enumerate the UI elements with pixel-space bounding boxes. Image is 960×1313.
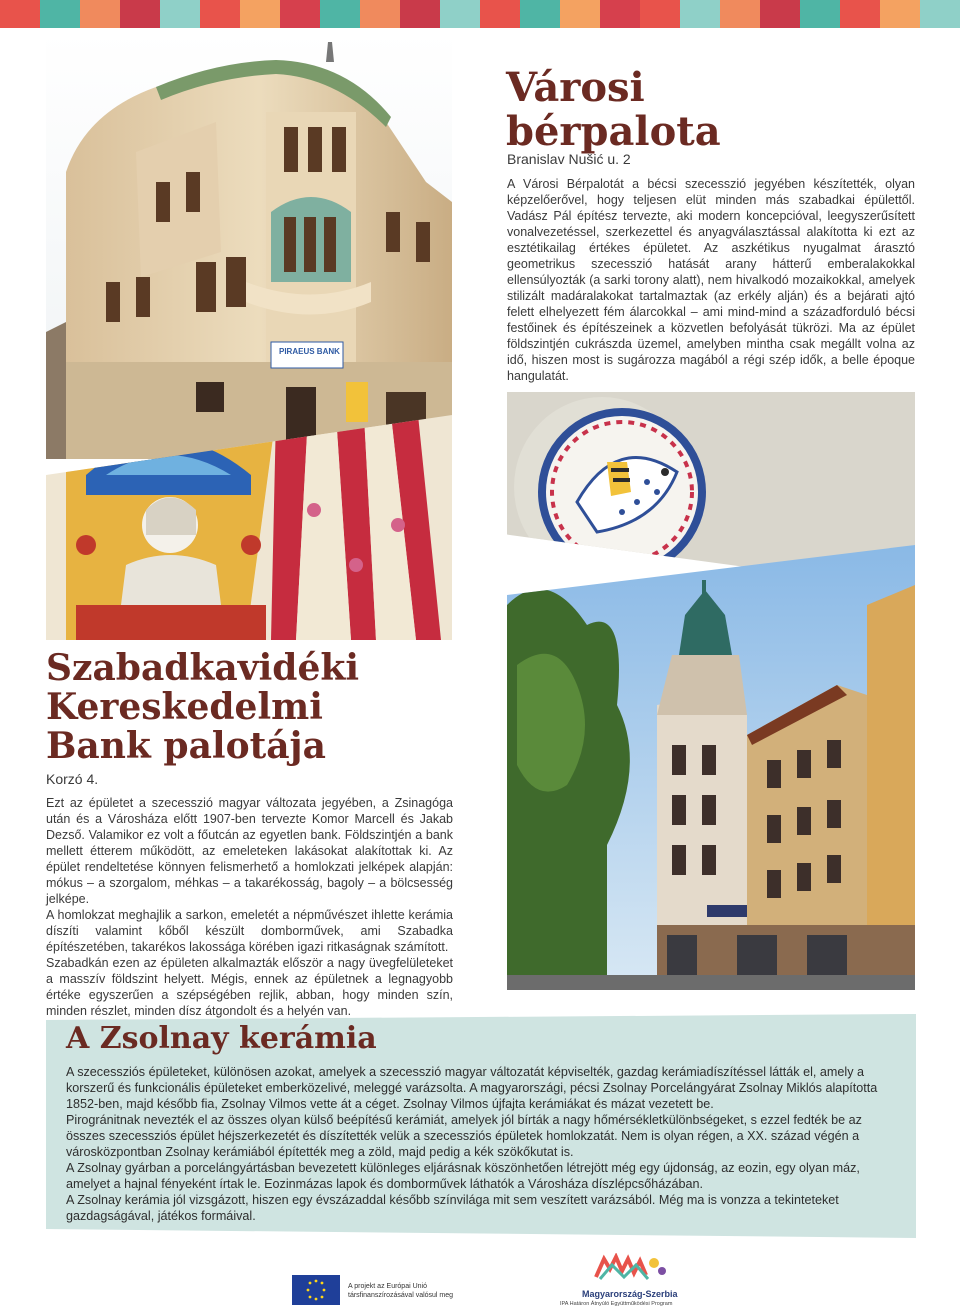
stripe-segment <box>400 0 440 28</box>
stripe-segment <box>440 0 480 28</box>
eu-flag-logo <box>292 1275 340 1305</box>
program-logo <box>590 1253 670 1281</box>
section-title-bank-palotaja <box>46 649 359 766</box>
program-subtitle: IPA Határon Átnyúló Együttműködési Program <box>560 1301 673 1307</box>
eu-line: A projekt az Európai Unió <box>348 1283 427 1290</box>
stripe-segment <box>280 0 320 28</box>
eu-cofinance-text <box>348 1282 453 1300</box>
stripe-segment <box>200 0 240 28</box>
stripe-segment <box>880 0 920 28</box>
bank-sign: PIRAEUS BANK <box>279 347 340 356</box>
stripe-segment <box>0 0 40 28</box>
stripe-segment <box>80 0 120 28</box>
decorative-stripe-bar <box>0 0 960 28</box>
stripe-segment <box>800 0 840 28</box>
stripe-segment <box>720 0 760 28</box>
paragraph: A Zsolnay kerámia jól vizsgázott, hiszen egy évszázaddal később színvilága mit sem veszített varázsából. Még ma is vonzza a tekinteteket gazdagságával, játékos formáival. <box>66 1193 839 1223</box>
title-line: Szabadkavidéki <box>46 647 359 689</box>
footer <box>0 1262 960 1313</box>
title-line: Kereskedelmi <box>46 686 323 728</box>
paragraph: Szabadkán ezen az épületen alkalmazták először a nagy üvegfelületeket a masszív földszint helyett. Mégis, ennek az épületnek a legnagyobb értéke egyszerűen a szépségében rejlik, abban, hogy minden szín, minden részlet, minden dísz átgondolt és a helyén van. <box>46 956 453 1018</box>
stripe-segment <box>40 0 80 28</box>
address-varosi-berpalota: Branislav Nušić u. 2 <box>507 151 631 167</box>
stripe-segment <box>520 0 560 28</box>
body-varosi-berpalota: A Városi Bérpalotát a bécsi szecesszió jegyében készítették, olyan képzelőerővel, hogy teljesen elüt minden más szabadkai épülettől. Vadász Pál építész tervezte, aki modern koncepcióval, leegyszerűsített vonalvezetéssel, szerkezettel és anyagválasztással alakította ki ezt az esztétikailag értékes épületet. Az aszkétikus nyugalmat árasztó geometrikus szecesszió hatását arany hátterű emberalakokkal ellensúlyozták (a sarki torony alatt), nem hivalkodó mozaikokkal, amelyek stilizált madáralakokat tartalmaztak (az erkély alján) és a bejárati ajtó felett elhelyezett fém álarcokkal – ami mind-mind a századforduló bécsi festőinek és építészeinek a közvetlen befolyását tükrözi. Ma az épület földszintjén cukrászda üzemel, amelyben mintha csak megállt volna az idő, hiszen most is sugározza magából a régi szép idők, a belle époque hangulatát. <box>507 177 915 383</box>
body-zsolnay <box>66 1064 896 1224</box>
program-name: Magyarország-Szerbia <box>582 1289 678 1299</box>
stripe-segment <box>320 0 360 28</box>
stripe-segment <box>160 0 200 28</box>
stripe-segment <box>560 0 600 28</box>
stripe-segment <box>680 0 720 28</box>
stripe-segment <box>600 0 640 28</box>
stripe-segment <box>120 0 160 28</box>
title-line: Bank palotája <box>46 725 326 767</box>
stripe-segment <box>240 0 280 28</box>
stripe-segment <box>920 0 960 28</box>
eu-line: társfinanszírozásával valósul meg <box>348 1292 454 1299</box>
paragraph: A Zsolnay gyárban a porcelángyártásban bevezetett különleges eljárásnak köszönhetően létrejött még egy újdonság, az eozin, egy olyan máz, amelyet a hajnal fényeként írtak le. Eozinmázas lapok és domborművek láthatók a Városháza díszlépcsőházában. <box>66 1161 860 1191</box>
stripe-segment <box>640 0 680 28</box>
stripe-segment <box>760 0 800 28</box>
stripe-segment <box>480 0 520 28</box>
paragraph: A homlokzat meghajlik a sarkon, emeletét a népművészet ihlette kerámia díszíti valamint kőből készült domborművek, ami Szabadka építészetében, takarékos lakossága körében igazi ritkaságnak számított. <box>46 908 453 954</box>
photo-bank-palace <box>507 545 915 990</box>
body-bank-palotaja <box>46 795 453 1019</box>
title-line: Városi <box>506 64 645 111</box>
address-bank-palotaja: Korzó 4. <box>46 771 99 787</box>
paragraph: Ezt az épületet a szecesszió magyar változata jegyében, a Zsinagóga után és a Városháza előtt 1907-ben tervezte Komor Marcell és Jakab Dezső. Valamikor ez volt a főutcán az egyetlen bank. Földszintjén a bank mellett étterem működött, az emeleteken lakásokat alakítottak ki. Az épület rendeltetése könnyen felismerhető a homlokzati jelképek alapján: mókus – a szorgalom, méhkas – a takarékosság, bagoly – a bölcsesség jelképe. <box>46 796 453 906</box>
section-title-varosi-berpalota <box>506 66 721 154</box>
stripe-segment <box>840 0 880 28</box>
photo-varosi-berpalota <box>46 32 452 459</box>
paragraph: Pirogránitnak nevezték el az összes olyan külső beépítésű kerámiát, amelyek jól bírták a nagy hőmérsékletkülönbségeket, s ezzel fedték be az összes szecessziós épület héjszerkezetét és díszítették velük a szecessziós épületek homlokzatát. Nem is olyan régen, a XX. század végén a városközpontban Zsolnay kerámiából építették meg a zöld, majd pedig a kék szökőkutat is. <box>66 1113 862 1159</box>
stripe-segment <box>360 0 400 28</box>
section-title-zsolnay: A Zsolnay kerámia <box>66 1021 377 1056</box>
title-line: bérpalota <box>506 108 721 155</box>
paragraph: A szecessziós épületeket, különösen azokat, amelyek a szecesszió magyar változatát képviselték, gazdag kerámiadíszítéssel látták el, amely a korszerű és funkcionális épületeket emberközelivé, meleggé varázsolta. A magyarországi, pécsi Zsolnay Porcelángyárat Zsolnay Miklós alapította 1852-ben, majd később fia, Zsolnay Vilmos vette át a céget. Zsolnay Vilmos újfajta kerámiákat és mázat vezetett be. <box>66 1065 878 1111</box>
